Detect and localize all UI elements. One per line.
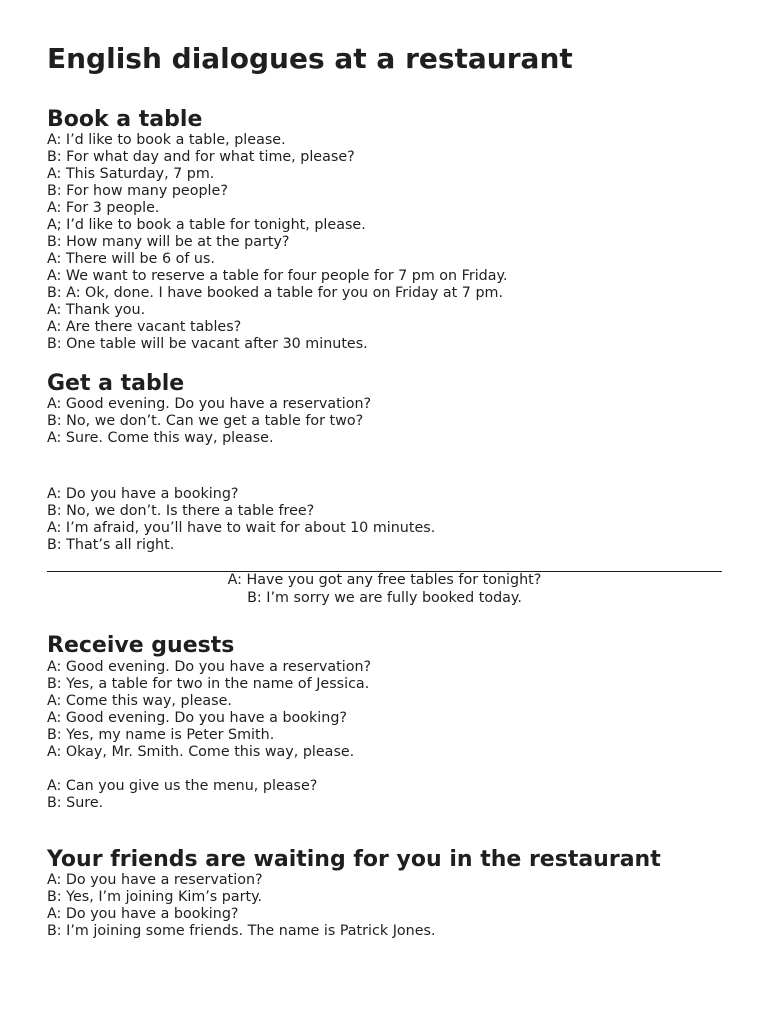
dialogue-line: B: No, we don’t. Can we get a table for two? (47, 413, 364, 429)
dialogue-line: B: A: Ok, done. I have booked a table for you on Friday at 7 pm. (47, 285, 503, 301)
dialogue-line: A: Good evening. Do you have a booking? (47, 710, 347, 726)
heading-get-a-table: Get a table (47, 371, 185, 396)
heading-book-a-table: Book a table (47, 107, 203, 132)
dialogue-line: A: Have you got any free tables for tonight? (227, 572, 542, 588)
dialogue-line: B: How many will be at the party? (47, 234, 290, 250)
dialogue-line: B: No, we don’t. Is there a table free? (47, 503, 315, 519)
dialogue-line: A: Do you have a reservation? (47, 872, 263, 888)
dialogue-line: A: Are there vacant tables? (47, 319, 242, 335)
dialogue-line: B: Sure. (47, 795, 104, 811)
dialogue-line: A: There will be 6 of us. (47, 251, 215, 267)
dialogue-line: A: We want to reserve a table for four people for 7 pm on Friday. (47, 268, 508, 284)
dialogue-line: A: Do you have a booking? (47, 906, 239, 922)
dialogue-line: B: That’s all right. (47, 537, 175, 553)
dialogue-line: A: Good evening. Do you have a reservation? (47, 396, 372, 412)
dialogue-line: A: Come this way, please. (47, 693, 232, 709)
dialogue-friends-waiting (47, 872, 436, 940)
dialogue-line: B: I’m joining some friends. The name is Patrick Jones. (47, 923, 436, 939)
dialogue-book-a-table (47, 132, 508, 353)
dialogue-line: A: Good evening. Do you have a reservation? (47, 659, 372, 675)
dialogue-line: B: Yes, a table for two in the name of Jessica. (47, 676, 370, 692)
page-title: English dialogues at a restaurant (47, 42, 573, 75)
dialogue-line: A: Do you have a booking? (47, 486, 239, 502)
dialogue-line: A: Can you give us the menu, please? (47, 778, 318, 794)
dialogue-line: A: This Saturday, 7 pm. (47, 166, 215, 182)
dialogue-line: B: I’m sorry we are fully booked today. (247, 589, 522, 606)
dialogue-get-a-table-1 (47, 396, 371, 447)
dialogue-line: A; I’d like to book a table for tonight, please. (47, 217, 366, 233)
dialogue-line: B: Yes, my name is Peter Smith. (47, 727, 275, 743)
dialogue-get-a-table-2 (47, 486, 435, 554)
heading-receive-guests: Receive guests (47, 633, 235, 658)
dialogue-line: A: For 3 people. (47, 200, 160, 216)
dialogue-line: A: Sure. Come this way, please. (47, 430, 274, 446)
dialogue-line: A: Okay, Mr. Smith. Come this way, please. (47, 744, 355, 760)
dialogue-line: A: I’d like to book a table, please. (47, 132, 286, 148)
dialogue-line: A: I’m afraid, you’ll have to wait for about 10 minutes. (47, 520, 436, 536)
dialogue-centered-note (47, 572, 722, 607)
dialogue-line: B: For what day and for what time, please? (47, 149, 355, 165)
dialogue-line: A: Thank you. (47, 302, 146, 318)
heading-friends-waiting: Your friends are waiting for you in the restaurant (47, 847, 661, 872)
dialogue-receive-guests-2 (47, 778, 317, 812)
dialogue-line: B: For how many people? (47, 183, 228, 199)
dialogue-receive-guests-1 (47, 659, 371, 761)
dialogue-line: B: One table will be vacant after 30 minutes. (47, 336, 368, 352)
dialogue-line: B: Yes, I’m joining Kim’s party. (47, 889, 263, 905)
